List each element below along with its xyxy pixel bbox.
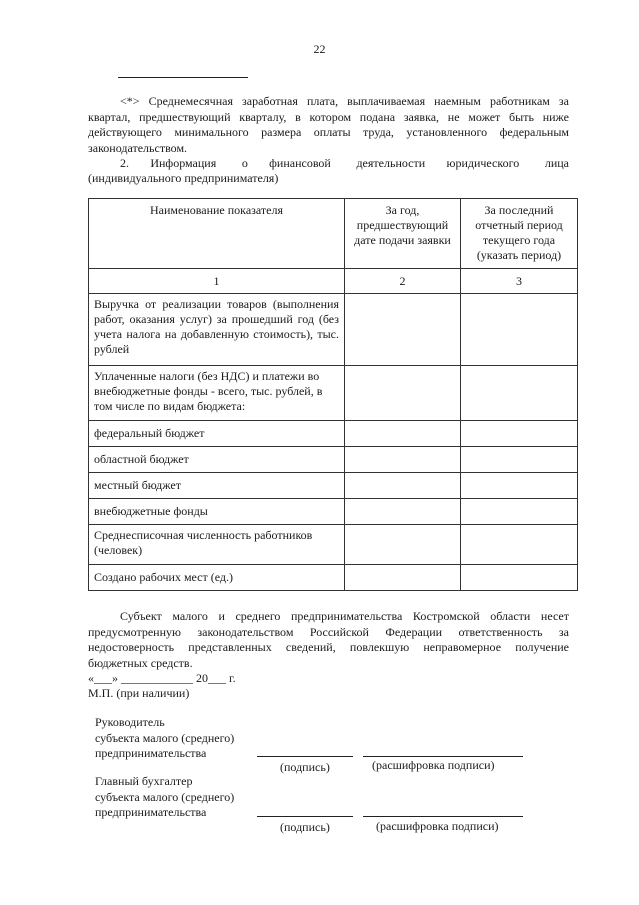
- stamp-label: М.П. (при наличии): [88, 686, 190, 700]
- page-number: 22: [313, 42, 326, 56]
- table-cell: [461, 447, 578, 473]
- signature-line: [257, 756, 353, 757]
- signature-block-head: [95, 715, 265, 762]
- header-indicator: Наименование показателя: [89, 199, 345, 269]
- table-row: [89, 294, 578, 366]
- section-heading-line1: 2. Информация о финансовой деятельности юридического лица: [120, 156, 569, 170]
- declaration-text: Субъект малого и среднего предпринимательства Костромской области несет предусмотренную законодательством Российской Федерации ответственность за недостоверность представленных сведений, повлекшую неправомерное получение бюджетных средств.: [88, 609, 569, 670]
- table-row: [89, 565, 578, 591]
- table-cell: [345, 565, 461, 591]
- table-cell: [461, 473, 578, 499]
- row-label-headcount: Среднесписочная численность работников (человек): [89, 525, 345, 565]
- signature-block-accountant: [95, 774, 265, 821]
- table-cell: [345, 447, 461, 473]
- signature-role-line: Главный бухгалтер: [95, 774, 193, 788]
- table-row: [89, 447, 578, 473]
- table-cell: [345, 473, 461, 499]
- date-line: «___» ____________ 20___ г.: [88, 671, 236, 685]
- signature-role-line: предпринимательства: [95, 746, 207, 760]
- table-cell: [461, 366, 578, 421]
- table-row: [89, 499, 578, 525]
- table-cell: [345, 499, 461, 525]
- signature-role-line: субъекта малого (среднего): [95, 730, 235, 745]
- signature-caption: (подпись): [280, 760, 330, 774]
- signature-role-line: субъекта малого (среднего): [95, 789, 235, 804]
- column-number: 3: [461, 269, 578, 294]
- signature-role-line: Руководитель: [95, 715, 165, 729]
- table-cell: [461, 499, 578, 525]
- decode-line: [363, 756, 523, 757]
- column-number: 2: [345, 269, 461, 294]
- table-cell: [345, 525, 461, 565]
- table-cell: [345, 366, 461, 421]
- signature-line: [257, 816, 353, 817]
- row-label-regional: областной бюджет: [89, 447, 345, 473]
- header-prev-year: За год, предшествующий дате подачи заявки: [345, 199, 461, 269]
- table-cell: [345, 421, 461, 447]
- table-cell: [345, 294, 461, 366]
- table-row: [89, 525, 578, 565]
- decode-caption: (расшифровка подписи): [372, 758, 495, 772]
- column-number: 1: [89, 269, 345, 294]
- signature-caption: (подпись): [280, 820, 330, 834]
- row-label-local: местный бюджет: [89, 473, 345, 499]
- table-cell: [461, 294, 578, 366]
- financial-table: [88, 198, 578, 591]
- table-row: [89, 421, 578, 447]
- decode-line: [363, 816, 523, 817]
- table-cell: [461, 525, 578, 565]
- table-cell: [461, 565, 578, 591]
- header-current-period: За последний отчетный период текущего года (указать период): [461, 199, 578, 269]
- row-label-jobs-created: Создано рабочих мест (ед.): [89, 565, 345, 591]
- row-label-taxes: Уплаченные налоги (без НДС) и платежи во внебюджетные фонды - всего, тыс. рублей, в том числе по видам бюджета:: [89, 366, 345, 421]
- table-row: [89, 473, 578, 499]
- table-number-row: [89, 269, 578, 294]
- signature-role-line: предпринимательства: [95, 805, 207, 819]
- row-label-offbudget: внебюджетные фонды: [89, 499, 345, 525]
- section-heading-line2: (индивидуального предпринимателя): [88, 171, 279, 185]
- footnote-text: <*> Среднемесячная заработная плата, выплачиваемая наемным работникам за квартал, предшествующий кварталу, в котором подана заявка, не может быть ниже действующего минимального размера оплаты труда, установленного федеральным законодательством.: [88, 94, 569, 155]
- footnote-separator: [118, 77, 248, 78]
- table-cell: [461, 421, 578, 447]
- table-header-row: [89, 199, 578, 269]
- table-row: [89, 366, 578, 421]
- row-label-federal: федеральный бюджет: [89, 421, 345, 447]
- decode-caption: (расшифровка подписи): [376, 819, 499, 833]
- row-label-revenue: Выручка от реализации товаров (выполнения работ, оказания услуг) за прошедший год (без учета налога на добавленную стоимость), тыс. рублей: [89, 294, 345, 366]
